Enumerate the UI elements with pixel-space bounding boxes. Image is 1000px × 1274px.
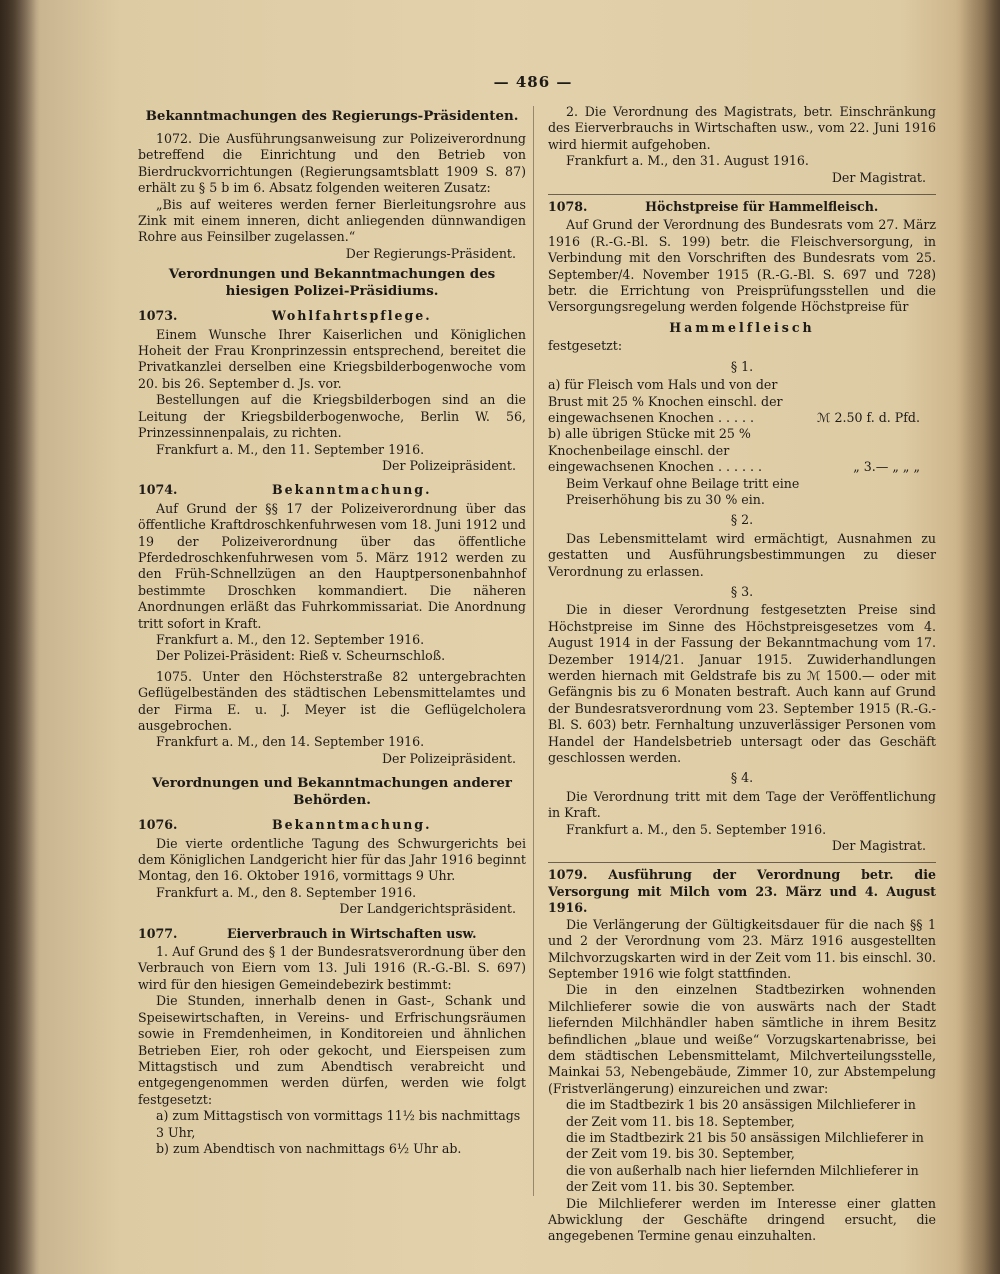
page-number: — 486 —	[493, 73, 573, 91]
entry-1078-header	[548, 199, 936, 215]
separator-line	[548, 194, 936, 195]
cont-signature: Der Magistrat.	[831, 169, 926, 185]
paragraph-4-text: Die Verordnung tritt mit dem Tage der Veröffentlichung in Kraft.	[548, 788, 936, 821]
entry-number: 1077.	[138, 925, 178, 941]
page-edge-shadow	[955, 0, 1000, 1274]
entry-1075-place-date: Frankfurt a. M., den 14. September 1916.	[156, 734, 425, 750]
entry-1073-place-date: Frankfurt a. M., den 11. September 1916.	[156, 441, 425, 457]
cont-para-2: 2. Die Verordnung des Magistrats, betr. Einschränkung des Eierverbrauchs in Wirtschaften usw., vom 22. Juni 1916 wird hiermit aufgehoben.	[548, 104, 936, 152]
paragraph-4-heading: § 4.	[730, 770, 754, 786]
price-note: Beim Verkauf ohne Beilage tritt eine Preiserhöhung bis zu 30 % ein.	[566, 475, 800, 507]
separator-line	[548, 862, 936, 863]
entry-1079-list-1: die im Stadtbezirk 1 bis 20 ansässigen Milchlieferer in der Zeit vom 11. bis 18. September,	[566, 1097, 916, 1129]
paragraph-2-text: Das Lebensmittelamt wird ermächtigt, Ausnahmen zu gestatten und Ausführungsbestimmungen zu dieser Verordnung zu erlassen.	[548, 530, 936, 579]
entry-1072-signature: Der Regierungs-Präsident.	[345, 245, 516, 261]
entry-title: Eierverbrauch in Wirtschaften usw.	[226, 925, 477, 941]
column-divider	[533, 106, 534, 1196]
price-row-b-value: „ 3.— „ „ „	[853, 459, 920, 475]
price-row-a-text: a) für Fleisch vom Hals und von der Brust mit 25 % Knochen einschl. der eingewachsenen Knochen . . . . .	[548, 377, 783, 425]
price-row-b	[548, 426, 936, 475]
entry-1074-header	[138, 482, 526, 498]
entry-number: 1074.	[138, 482, 178, 498]
entry-1079-para-3: Die Milchlieferer werden im Interesse einer glatten Abwicklung der Geschäfte dringend ersucht, die angegebenen Termine genau einzuhalten.	[548, 1195, 936, 1244]
paragraph-3-heading: § 3.	[730, 583, 754, 599]
page-content	[118, 60, 948, 1260]
section-heading-regierung: Bekanntmachungen des Regierungs-Präsidenten.	[145, 108, 519, 124]
price-row-b-text: b) alle übrigen Stücke mit 25 % Knochenbeilage einschl. der eingewachsenen Knochen . . . . . .	[548, 426, 763, 475]
entry-number: 1073.	[138, 308, 178, 324]
entry-1074-para-1: Auf Grund der §§ 17 der Polizeiverordnung über das öffentliche Kraftdroschkenfuhrwesen vom 18. Juni 1912 und 19 der Polizeiverordnung über das öffentliche Pferdedroschkenfuhrwesen vom 5. März 1912 werden zu den Früh-Schnellzügen an den Hauptpersonenbahnhof bestimmte Droschken kommandiert. Die näheren Anordnungen erläßt das Fuhrkommissariat. Die Anordnung tritt sofort in Kraft.	[138, 500, 526, 631]
entry-1079-list-2: die im Stadtbezirk 21 bis 50 ansässigen Milchlieferer in der Zeit vom 19. bis 30. September,	[566, 1129, 924, 1162]
section-heading-polizei: Verordnungen und Bekanntmachungen des hiesigen Polizei-Präsidiums.	[168, 266, 496, 300]
entry-1077-item-a: a) zum Mittagstisch von vormittags 11½ bis nachmittags 3 Uhr,	[156, 1108, 521, 1140]
entry-1075-signature: Der Polizeipräsident.	[381, 750, 516, 766]
entry-1079-para-1: Die Verlängerung der Gültigkeitsdauer für die nach §§ 1 und 2 der Verordnung vom 23. März 1916 ausgestellten Milchvorzugskarten wird in der Zeit vom 11. bis einschl. 30. September 1916 wie folgt stattfinden.	[548, 916, 936, 981]
paragraph-2-heading: § 2.	[730, 512, 754, 528]
entry-title: Wohlfahrtspflege.	[271, 308, 432, 324]
entry-1074-place-date: Frankfurt a. M., den 12. September 1916.	[156, 631, 425, 647]
entry-1079-list-3: die von außerhalb nach hier liefernden Milchlieferer in der Zeit vom 11. bis 30. September.	[566, 1162, 919, 1195]
entry-title: Bekanntmachung.	[271, 482, 432, 498]
right-column	[548, 104, 936, 1245]
entry-1076-place-date: Frankfurt a. M., den 8. September 1916.	[156, 884, 417, 900]
entry-number: 1076.	[138, 817, 178, 833]
entry-1078-para-1: Auf Grund der Verordnung des Bundesrats vom 27. März 1916 (R.-G.-Bl. S. 199) betr. die Fleischversorgung, in Verbindung mit den Vorschriften des Bundesrats vom 25. September/4. November 1915 (R.-G.-Bl. S. 697 und 728) betr. die Errichtung von Preisprüfungsstellen und die Versorgungsregelung werden folgende Höchstpreise für	[548, 217, 936, 315]
entry-1078-subtitle: Hammelfleisch	[669, 319, 815, 335]
section-heading-behoerden: Verordnungen und Bekanntmachungen anderer Behörden.	[152, 775, 512, 809]
paragraph-1-heading: § 1.	[730, 358, 754, 374]
entry-number: 1078.	[548, 199, 588, 215]
entry-1072-quote: „Bis auf weiteres werden ferner Bierleitungsrohre aus Zink mit einem inneren, dicht anliegenden dünnwandigen Rohre aus Feinsilber zugelassen.“	[138, 196, 526, 245]
price-row-a	[548, 377, 936, 426]
paragraph-3-text: Die in dieser Verordnung festgesetzten Preise sind Höchstpreise im Sinne des Höchstpreisgesetzes vom 4. August 1914 in der Fassung der Bekanntmachung vom 17. Dezember 1914/21. Januar 1915. Zuwiderhandlungen werden hiernach mit Geldstrafe bis zu ℳ 1500.— oder mit Gefängnis bis zu 6 Monaten bestraft. Auch kann auf Grund der Bundesratsverordnung vom 23. September 1915 (R.-G.-Bl. S. 603) betr. Fernhaltung unzuverlässiger Personen vom Handel der Handelsbetrieb untersagt oder das Geschäft geschlossen werden.	[548, 602, 936, 766]
entry-1076-para-1: Die vierte ordentliche Tagung des Schwurgerichts bei dem Königlichen Landgericht hier für das Jahr 1916 beginnt Montag, den 16. Oktober 1916, vormittags 9 Uhr.	[138, 835, 526, 884]
entry-1073-signature: Der Polizeipräsident.	[381, 457, 516, 473]
entry-1076-signature: Der Landgerichtspräsident.	[339, 901, 516, 917]
entry-1075-text: 1075. Unter den Höchsterstraße 82 untergebrachten Geflügelbeständen des städtischen Lebensmittelamtes und der Firma E. u. J. Meyer ist die Geflügelcholera ausgebrochen.	[138, 668, 526, 733]
entry-1078-set: festgesetzt:	[548, 338, 623, 354]
entry-1079-header: 1079. Ausführung der Verordnung betr. die Versorgung mit Milch vom 23. März und 4. August 1916.	[548, 867, 936, 916]
entry-1077-header	[138, 926, 526, 942]
left-column	[138, 104, 526, 1157]
entry-1074-signature: Der Polizei-Präsident: Rieß v. Scheurnschloß.	[156, 648, 446, 664]
entry-1073-para-2: Bestellungen auf die Kriegsbilderbogen sind an die Leitung der Kriegsbilderbogenwoche, Berlin W. 56, Prinzessinnenpalais, zu richten.	[138, 392, 526, 441]
entry-1079-para-2: Die in den einzelnen Stadtbezirken wohnenden Milchlieferer sowie die von auswärts nach der Stadt liefernden Milchhändler haben sämtliche in ihrem Besitz befindlichen „blaue und weiße“ Vorzugskartenabrisse, bei dem städtischen Lebensmittelamt, Milchverteilungsstelle, Mainkai 53, Nebengebäude, Zimmer 10, zur Abstempelung (Fristverlängerung) einzureichen und zwar:	[548, 982, 936, 1096]
binding-shadow	[0, 0, 36, 1274]
entry-title: Bekanntmachung.	[271, 817, 432, 833]
cont-place-date: Frankfurt a. M., den 31. August 1916.	[566, 153, 809, 169]
entry-1072-text: 1072. Die Ausführungsanweisung zur Polizeiverordnung betreffend die Einrichtung und den Betrieb von Bierdruckvorrichtungen (Regierungsamtsblatt 1909 S. 87) erhält zu § 5 b im 6. Absatz folgenden weiteren Zusatz:	[138, 131, 526, 196]
entry-1078-place-date: Frankfurt a. M., den 5. September 1916.	[566, 821, 827, 837]
entry-1077-para-2: Die Stunden, innerhalb denen in Gast-, Schank und Speisewirtschaften, in Vereins- und Erfrischungsräumen sowie in Fremdenheimen, in Konditoreien und ähnlichen Betrieben Eier, roh oder gekocht, und Eierspeisen zum Mittagstisch und zum Abendtisch verabreicht und entgegengenommen werden dürfen, werden wie folgt festgesetzt:	[138, 993, 526, 1107]
entry-1076-header	[138, 817, 526, 833]
entry-1073-header	[138, 308, 526, 324]
entry-1078-signature: Der Magistrat.	[831, 838, 926, 854]
price-row-a-value: ℳ 2.50 f. d. Pfd.	[816, 409, 920, 425]
entry-1077-para-1: 1. Auf Grund des § 1 der Bundesratsverordnung über den Verbrauch von Eiern vom 13. Juli 1916 (R.-G.-Bl. S. 697) wird für den hiesigen Gemeindebezirk bestimmt:	[138, 944, 526, 992]
entry-title: Höchstpreise für Hammelfleisch.	[645, 199, 879, 215]
entry-1077-item-b: b) zum Abendtisch von nachmittags 6½ Uhr ab.	[156, 1140, 462, 1156]
entry-1073-para-1: Einem Wunsche Ihrer Kaiserlichen und Königlichen Hoheit der Frau Kronprinzessin entsprechend, bereitet die Privatkanzlei derselben eine Kriegsbilderbogenwoche vom 20. bis 26. September d. Js. vor.	[138, 326, 526, 391]
